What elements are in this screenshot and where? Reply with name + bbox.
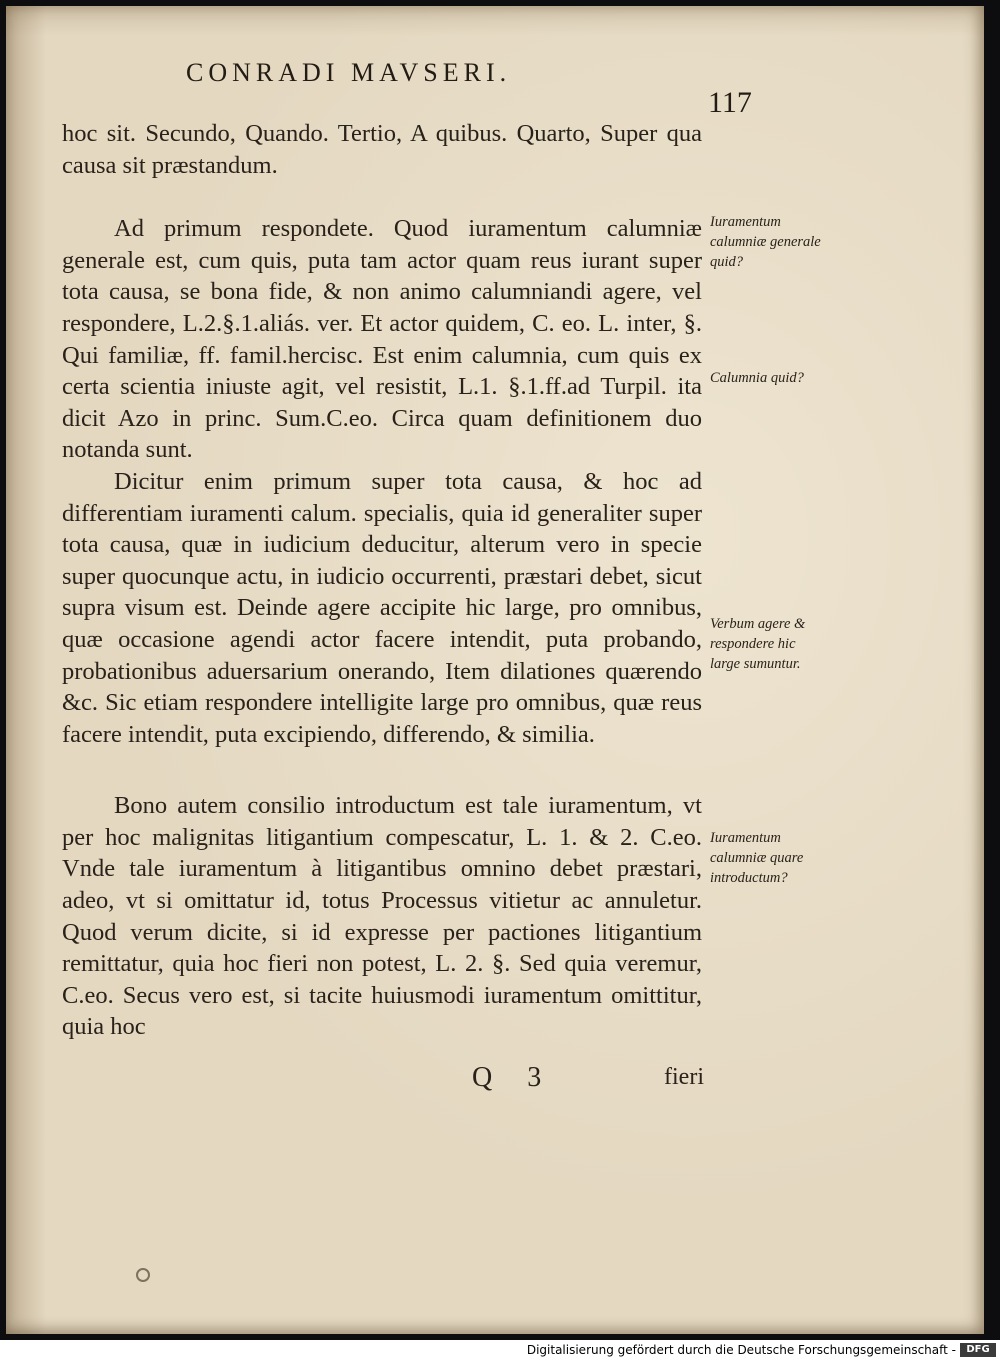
marginal-note-iuramentum-generale: Iuramentum calumniæ generale quid? [710, 214, 821, 270]
book-page [6, 6, 984, 1334]
marginal-note-calumnia: Calumnia quid? [710, 370, 804, 386]
marginal-note-verbum-agere: Verbum agere & respondere hic large sumuntur. [710, 616, 806, 672]
running-head: CONRADI MAVSERI. [186, 58, 512, 87]
catchword-line [62, 1062, 712, 1102]
paragraph-ad-primum: Ad primum respondete. Quod iuramentum calumniæ generale est, cum quis, puta tam actor quam reus iurant super tota causa, se bona fide, & non animo calumniandi agere, vel respondere, L.2.§.1.aliás. ver. Et actor quidem, C. eo. L. inter, §. Qui familiæ, ff. famil.hercisc. Est enim calumnia, cum quis ex certa scientia iniuste agit, vel resistit, L.1. §.1.ff.ad Turpil. ita dicit Azo in princ. Sum.C.eo. Circa quam definitionem duo notanda sunt. [62, 215, 702, 464]
paragraph-dicitur: Dicitur enim primum super tota causa, & hoc ad differentiam iuramenti calum. specialis, quia id generaliter super tota causa, quæ in iudicium deducitur, alterum vero in specie super quocunque actu, in iudicio occurrenti, præstari debet, sicut supra visum est. Deinde agere accipite hic large, pro omnibus, quæ occasione agendi actor facere intendit, puta probando, probationibus aduersarium onerando, Item dilationes quærendo &c. Sic etiam respondere intelligite large pro omnibus, quæ reus facere intendit, puta excipiendo, differendo, & similia. [62, 467, 702, 748]
catchword: fieri [664, 1064, 704, 1090]
funding-credit: Digitalisierung gefördert durch die Deutsche Forschungsgemeinschaft - [526, 1343, 956, 1357]
digitization-footer [0, 1340, 1000, 1361]
dfg-logo-icon: DFG [960, 1343, 996, 1357]
marginal-note-iuramentum-quare: Iuramentum calumniæ quare introductum? [710, 830, 804, 886]
signature-mark: Q 3 [472, 1062, 556, 1093]
page-number: 117 [708, 86, 752, 119]
paragraph-continuation: hoc sit. Secundo, Quando. Tertio, A quibus. Quarto, Super qua causa sit præstandum. [62, 120, 702, 179]
main-text-block [62, 118, 702, 1043]
ink-spot [136, 1268, 150, 1282]
paragraph-bono-autem: Bono autem consilio introductum est tale iuramentum, vt per hoc malignitas litigantium compescatur, L. 1. & 2. C.eo. Vnde tale iuramentum à litigantibus omnino debet præstari, adeo, vt si omittatur id, totus Processus vitietur ac annuletur. Quod verum dicite, si id expresse per pactiones litigantium remittatur, quia hoc fieri non potest, L. 2. §. Sed quia veremur, C.eo. Secus vero est, si tacite huiusmodi iuramentum omittitur, quia hoc [62, 792, 702, 1041]
